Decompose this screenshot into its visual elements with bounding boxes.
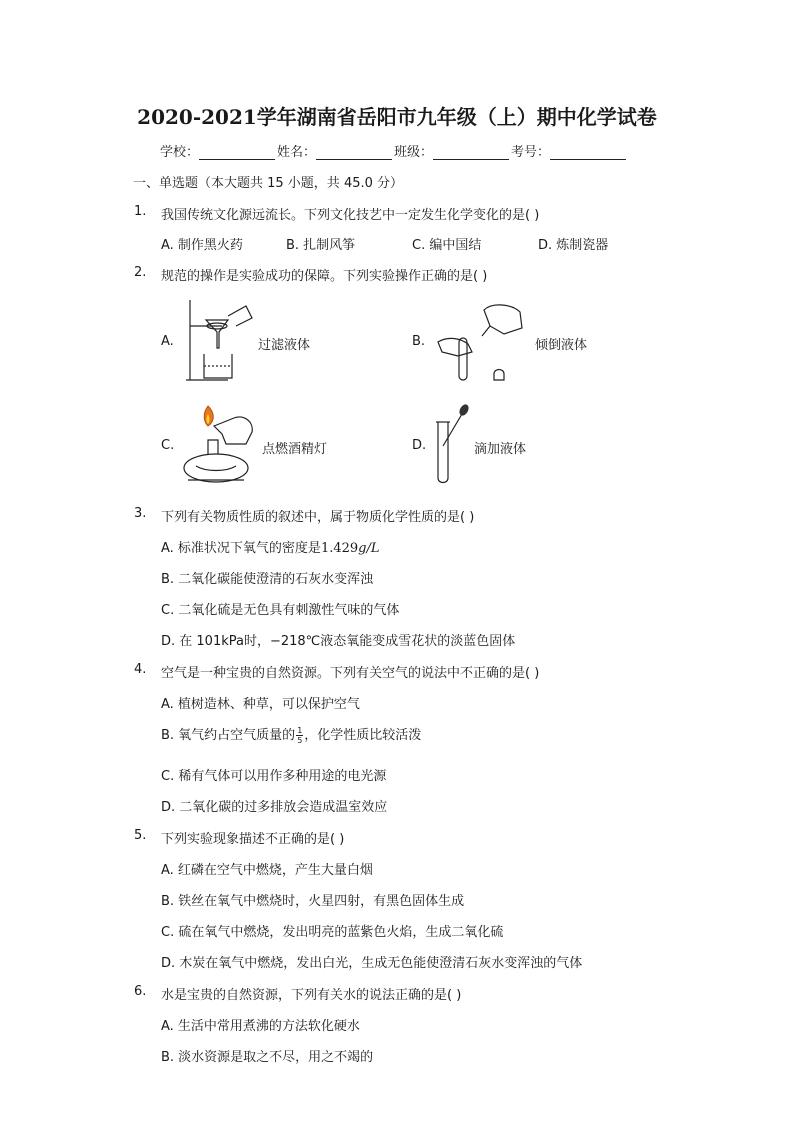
option-c: C. 硫在氧气中燃烧，发出明亮的蓝紫色火焰，生成二氧化硫 — [161, 925, 504, 940]
option-b-suffix: ，化学性质比较活泼 — [304, 728, 422, 743]
option-a: A. 红磷在空气中燃烧，产生大量白烟 — [161, 863, 373, 878]
question-stem: 下列有关物质性质的叙述中，属于物质化学性质的是( ) — [161, 510, 475, 525]
option-d: D. 木炭在氧气中燃烧，发出白光，生成无色能使澄清石灰水变浑浊的气体 — [161, 956, 583, 971]
question-stem: 规范的操作是实验成功的保障。下列实验操作正确的是( ) — [161, 269, 488, 284]
option-c-letter: C. — [161, 438, 175, 453]
student-info-line — [160, 141, 628, 160]
filtration-apparatus-icon — [180, 296, 255, 384]
option-d: D. 炼制瓷器 — [538, 238, 609, 253]
option-b-label: 倾倒液体 — [535, 338, 588, 353]
option-d: D. 在 101kPa时，−218℃液态氧能变成雪花状的淡蓝色固体 — [161, 634, 516, 649]
option-a-letter: A. — [161, 334, 174, 349]
fraction-numerator: 1 — [297, 726, 303, 735]
school-label: 学校： — [160, 145, 200, 160]
option-d: D. 二氧化碳的过多排放会造成温室效应 — [161, 800, 388, 815]
lighting-alcohol-lamp-icon — [178, 400, 260, 486]
option-d-label: 滴加液体 — [474, 442, 527, 457]
dropping-liquid-icon — [432, 402, 472, 486]
option-a: A. 生活中常用煮沸的方法软化硬水 — [161, 1019, 360, 1034]
option-c: C. 稀有气体可以用作多种用途的电光源 — [161, 769, 387, 784]
option-a: A. 植树造林、种草，可以保护空气 — [161, 697, 360, 712]
option-a-text: A. 标准状况下氧气的密度是 — [161, 541, 321, 556]
option-a — [161, 537, 380, 556]
exam-title: 2020-2021学年湖南省岳阳市九年级（上）期中化学试卷 — [137, 105, 657, 129]
question-number: 2. — [134, 265, 147, 280]
option-a-label: 过滤液体 — [258, 338, 311, 353]
class-label: 班级： — [394, 145, 434, 160]
density-unit: g/L — [358, 541, 380, 556]
option-a: A. 制作黑火药 — [161, 238, 243, 253]
question-stem: 下列实验现象描述不正确的是( ) — [161, 832, 345, 847]
option-c: C. 二氧化硫是无色具有刺激性气味的气体 — [161, 603, 400, 618]
option-b: B. 二氧化碳能使澄清的石灰水变浑浊 — [161, 572, 374, 587]
option-c-label: 点燃酒精灯 — [262, 442, 328, 457]
question-stem: 水是宝贵的自然资源，下列有关水的说法正确的是( ) — [161, 988, 462, 1003]
option-b: B. 淡水资源是取之不尽，用之不竭的 — [161, 1050, 374, 1065]
question-number: 3. — [134, 506, 147, 521]
option-b-letter: B. — [412, 334, 426, 349]
question-stem: 我国传统文化源远流长。下列文化技艺中一定发生化学变化的是( ) — [161, 208, 540, 223]
option-b: B. 铁丝在氧气中燃烧时，火星四射，有黑色固体生成 — [161, 894, 465, 909]
question-stem: 空气是一种宝贵的自然资源。下列有关空气的说法中不正确的是( ) — [161, 666, 540, 681]
option-b-text: B. 氧气约占空气质量的 — [161, 728, 296, 743]
question-number: 1. — [134, 204, 147, 219]
option-b: B. 扎制风筝 — [286, 238, 356, 253]
question-number: 4. — [134, 662, 147, 677]
number-label: 考号： — [511, 145, 551, 160]
name-label: 姓名： — [277, 145, 317, 160]
question-number: 5. — [134, 828, 147, 843]
density-value: 1.429 — [320, 541, 359, 556]
school-field[interactable] — [199, 145, 275, 160]
fraction — [296, 726, 303, 745]
section-heading: 一、单选题（本大题共 15 小题，共 45.0 分） — [133, 176, 404, 191]
fraction-denominator: 5 — [297, 736, 303, 745]
name-field[interactable] — [316, 145, 392, 160]
class-field[interactable] — [433, 145, 509, 160]
question-number: 6. — [134, 984, 147, 999]
number-field[interactable] — [550, 145, 626, 160]
option-d-letter: D. — [412, 438, 427, 453]
option-c: C. 编中国结 — [412, 238, 482, 253]
option-b — [161, 724, 421, 745]
pouring-liquid-icon — [434, 298, 529, 384]
